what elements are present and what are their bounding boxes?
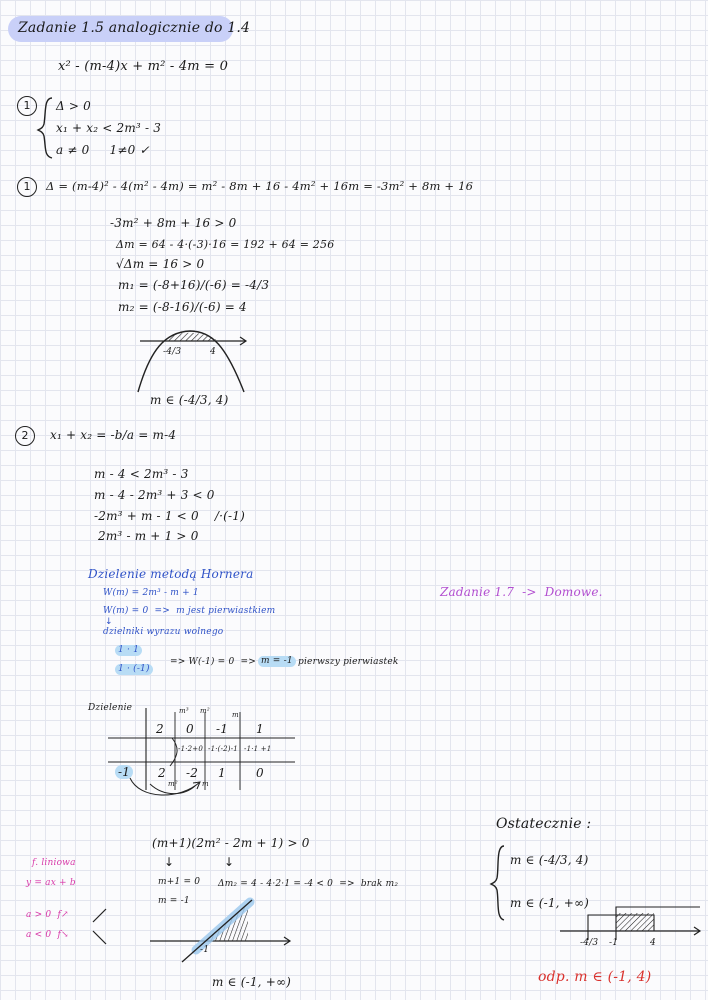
- polynomial-definition: W(m) = 2m³ - m + 1: [103, 588, 199, 598]
- graph-root-label: 4: [210, 347, 216, 357]
- found-root: m = -1: [258, 656, 296, 667]
- coefficient: -1: [216, 722, 229, 736]
- graph-root-label: -4/3: [163, 347, 182, 357]
- math-step: √Δm = 16 > 0: [116, 257, 205, 271]
- delta-note: Δm₂ = 4 - 4·2·1 = -4 < 0 => brak m₂: [218, 879, 399, 889]
- math-step: -3m² + 8m + 16 > 0: [110, 216, 237, 230]
- final-answer: odp. m ∈ (-1, 4): [538, 969, 652, 985]
- linear-formula: y = ax + b: [26, 878, 76, 888]
- condition-item: a ≠ 0 1≠0 ✓: [56, 143, 150, 157]
- linear-decreasing: a < 0 f↘: [26, 930, 69, 940]
- root-check: => W(-1) = 0 =>: [170, 657, 256, 667]
- math-step: m+1 = 0: [158, 877, 201, 887]
- sum-of-roots: x₁ + x₂ = -b/a = m-4: [50, 428, 177, 442]
- divisor-item: 1 · 1: [115, 645, 142, 656]
- condition-item: x₁ + x₂ < 2m³ - 3: [56, 121, 162, 135]
- math-step: m = -1: [158, 896, 190, 906]
- result-cell: 0: [256, 766, 264, 780]
- root-note: pierwszy pierwiastek: [298, 657, 399, 667]
- axis-label: -4/3: [580, 938, 599, 948]
- condition-item: Δ > 0: [56, 99, 91, 113]
- power-label: m²: [200, 707, 210, 715]
- axis-label: -1: [609, 938, 619, 948]
- step-number-badge: 2: [15, 426, 35, 446]
- final-item: m ∈ (-1, +∞): [510, 896, 590, 910]
- final-title: Ostatecznie :: [496, 816, 592, 832]
- final-item: m ∈ (-4/3, 4): [510, 853, 589, 867]
- factorized-inequality: (m+1)(2m² - 2m + 1) > 0: [152, 836, 310, 850]
- down-arrow-icon: ↓: [164, 855, 175, 869]
- divisor-item: 1 · (-1): [115, 664, 153, 675]
- division-root: -1: [115, 765, 133, 779]
- middle-cell: -1·2+0: [178, 745, 204, 753]
- math-step: Δm = 64 - 4·(-3)·16 = 192 + 64 = 256: [116, 238, 335, 251]
- middle-cell: -1·1 +1: [244, 745, 272, 753]
- delta-line: Δ = (m-4)² - 4(m² - 4m) = m² - 8m + 16 - 4m² + 16m = -3m² + 8m + 16: [46, 179, 474, 193]
- part1-answer: m ∈ (-4/3, 4): [150, 393, 229, 407]
- divisors-label: dzielniki wyrazu wolnego: [103, 627, 224, 637]
- power-label: m: [202, 780, 209, 788]
- step-number-badge: 1: [17, 177, 37, 197]
- math-step: -2m³ + m - 1 < 0 /·(-1): [94, 509, 245, 523]
- math-step: m₁ = (-8+16)/(-6) = -4/3: [118, 278, 270, 292]
- page-title: Zadanie 1.5 analogicznie do 1.4: [18, 20, 251, 36]
- math-step: m - 4 - 2m³ + 3 < 0: [94, 488, 215, 502]
- down-arrow-icon: ↓: [224, 855, 235, 869]
- coefficient: 1: [256, 722, 264, 736]
- power-label: m: [232, 711, 239, 719]
- homework-note: Zadanie 1.7 -> Domowe.: [440, 585, 603, 599]
- result-cell: -2: [186, 766, 199, 780]
- math-step: m₂ = (-8-16)/(-6) = 4: [118, 300, 247, 314]
- coefficient: 2: [156, 722, 164, 736]
- down-arrow-icon: ↓: [105, 617, 113, 627]
- linear-increasing: a > 0 f↗: [26, 910, 69, 920]
- power-label: m²: [168, 780, 178, 788]
- math-step: 2m³ - m + 1 > 0: [98, 529, 199, 543]
- middle-cell: -1·(-2)-1: [208, 745, 238, 753]
- main-equation: x² - (m-4)x + m² - 4m = 0: [58, 59, 229, 74]
- result-cell: 2: [158, 766, 166, 780]
- power-label: m³: [179, 707, 189, 715]
- step-number-badge: 1: [17, 96, 37, 116]
- root-condition: W(m) = 0 => m jest pierwiastkiem: [103, 606, 276, 616]
- graph-root-label: -1: [200, 945, 210, 955]
- axis-label: 4: [650, 938, 656, 948]
- linear-note-title: f. liniowa: [32, 858, 76, 868]
- part2-answer: m ∈ (-1, +∞): [212, 975, 292, 989]
- division-label: Dzielenie: [88, 703, 133, 713]
- coefficient: 0: [186, 722, 194, 736]
- result-cell: 1: [218, 766, 226, 780]
- math-step: m - 4 < 2m³ - 3: [94, 467, 189, 481]
- horner-title: Dzielenie metodą Hornera: [88, 567, 254, 581]
